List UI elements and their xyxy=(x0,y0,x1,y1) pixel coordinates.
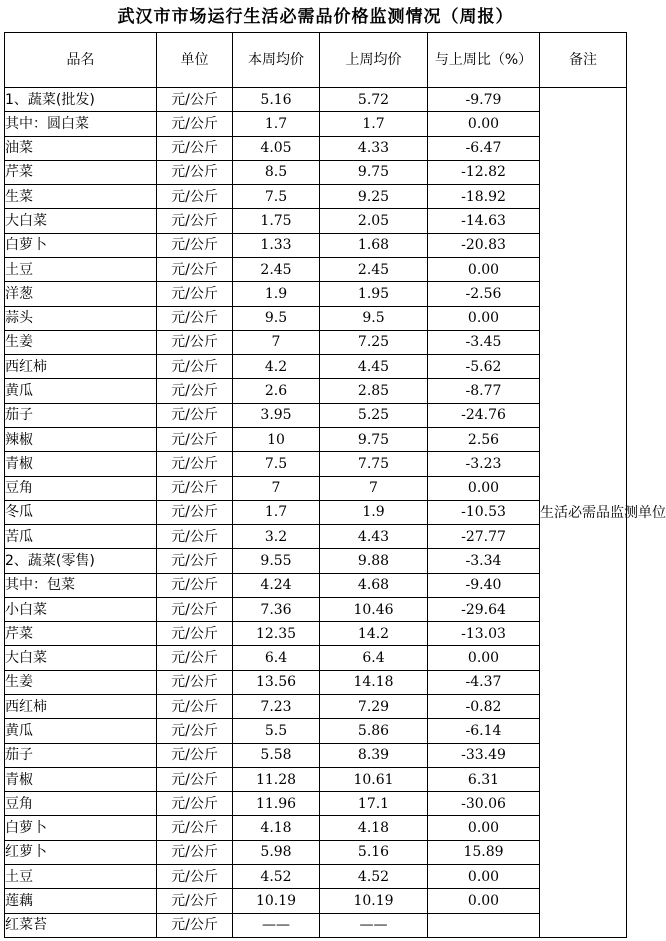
row-name-cell: 西红柿 xyxy=(5,695,157,719)
row-this-week-cell: 4.52 xyxy=(233,865,320,889)
row-change-cell: 0.00 xyxy=(428,112,540,136)
row-unit-cell: 元/公斤 xyxy=(157,646,233,670)
row-change-cell: 0.00 xyxy=(428,889,540,913)
row-last-week-cell: 8.39 xyxy=(320,743,428,767)
row-unit-cell: 元/公斤 xyxy=(157,330,233,354)
row-change-cell: -3.23 xyxy=(428,452,540,476)
row-change-cell: -2.56 xyxy=(428,282,540,306)
row-change-cell: 2.56 xyxy=(428,427,540,451)
row-unit-cell: 元/公斤 xyxy=(157,549,233,573)
row-change-cell: -24.76 xyxy=(428,403,540,427)
table-row xyxy=(5,476,627,500)
row-last-week-cell: 14.18 xyxy=(320,670,428,694)
header-unit: 单位 xyxy=(157,33,233,88)
row-name-cell: 小白菜 xyxy=(5,597,157,621)
table-row xyxy=(5,695,627,719)
row-last-week-cell: 17.1 xyxy=(320,792,428,816)
row-unit-cell: 元/公斤 xyxy=(157,622,233,646)
row-unit-cell: 元/公斤 xyxy=(157,403,233,427)
row-change-cell: -4.37 xyxy=(428,670,540,694)
row-this-week-cell: 1.33 xyxy=(233,233,320,257)
row-change-cell: -18.92 xyxy=(428,185,540,209)
row-last-week-cell: 10.61 xyxy=(320,767,428,791)
row-last-week-cell: 4.52 xyxy=(320,865,428,889)
row-name-cell: 芹菜 xyxy=(5,160,157,184)
row-this-week-cell: 5.5 xyxy=(233,719,320,743)
row-this-week-cell: 1.7 xyxy=(233,500,320,524)
row-this-week-cell: 7.36 xyxy=(233,597,320,621)
table-row xyxy=(5,136,627,160)
row-unit-cell: 元/公斤 xyxy=(157,719,233,743)
row-unit-cell: 元/公斤 xyxy=(157,500,233,524)
row-unit-cell: 元/公斤 xyxy=(157,525,233,549)
row-name-cell: 西红柿 xyxy=(5,355,157,379)
row-this-week-cell: 8.5 xyxy=(233,160,320,184)
table-row xyxy=(5,865,627,889)
row-last-week-cell: 9.88 xyxy=(320,549,428,573)
row-unit-cell: 元/公斤 xyxy=(157,136,233,160)
table-row xyxy=(5,209,627,233)
table-row xyxy=(5,257,627,281)
header-this-week: 本周均价 xyxy=(233,33,320,88)
table-row xyxy=(5,525,627,549)
row-change-cell: -0.82 xyxy=(428,695,540,719)
row-change-cell: 0.00 xyxy=(428,816,540,840)
row-change-cell: -10.53 xyxy=(428,500,540,524)
table-row xyxy=(5,379,627,403)
row-this-week-cell: 2.6 xyxy=(233,379,320,403)
row-change-cell: -6.14 xyxy=(428,719,540,743)
row-name-cell: 芹菜 xyxy=(5,622,157,646)
row-last-week-cell: 4.33 xyxy=(320,136,428,160)
row-change-cell: 6.31 xyxy=(428,767,540,791)
row-name-cell: 豆角 xyxy=(5,792,157,816)
table-row xyxy=(5,646,627,670)
table-row xyxy=(5,792,627,816)
row-this-week-cell: 9.55 xyxy=(233,549,320,573)
row-last-week-cell: 9.25 xyxy=(320,185,428,209)
row-name-cell: 青椒 xyxy=(5,767,157,791)
table-row xyxy=(5,112,627,136)
row-name-cell: 白萝卜 xyxy=(5,233,157,257)
row-unit-cell: 元/公斤 xyxy=(157,282,233,306)
row-this-week-cell: 3.2 xyxy=(233,525,320,549)
table-row xyxy=(5,330,627,354)
row-name-cell: 其中：包菜 xyxy=(5,573,157,597)
row-last-week-cell: 1.68 xyxy=(320,233,428,257)
row-change-cell: -3.34 xyxy=(428,549,540,573)
row-unit-cell: 元/公斤 xyxy=(157,792,233,816)
row-name-cell: 蒜头 xyxy=(5,306,157,330)
row-last-week-cell: 10.46 xyxy=(320,597,428,621)
row-last-week-cell: 1.7 xyxy=(320,112,428,136)
row-unit-cell: 元/公斤 xyxy=(157,427,233,451)
row-change-cell: 0.00 xyxy=(428,865,540,889)
row-name-cell: 土豆 xyxy=(5,865,157,889)
table-row xyxy=(5,913,627,937)
row-name-cell: 土豆 xyxy=(5,257,157,281)
table-row xyxy=(5,282,627,306)
row-change-cell: 0.00 xyxy=(428,306,540,330)
row-name-cell: 黄瓜 xyxy=(5,379,157,403)
row-last-week-cell: 5.72 xyxy=(320,88,428,112)
table-row xyxy=(5,452,627,476)
table-header-row xyxy=(5,33,627,88)
row-this-week-cell: 4.18 xyxy=(233,816,320,840)
table-row xyxy=(5,840,627,864)
row-name-cell: 青椒 xyxy=(5,452,157,476)
row-this-week-cell: 3.95 xyxy=(233,403,320,427)
row-last-week-cell: 5.16 xyxy=(320,840,428,864)
row-this-week-cell: 7.23 xyxy=(233,695,320,719)
row-unit-cell: 元/公斤 xyxy=(157,233,233,257)
row-this-week-cell: 13.56 xyxy=(233,670,320,694)
row-change-cell: -13.03 xyxy=(428,622,540,646)
row-last-week-cell: 2.85 xyxy=(320,379,428,403)
row-unit-cell: 元/公斤 xyxy=(157,379,233,403)
row-unit-cell: 元/公斤 xyxy=(157,476,233,500)
row-this-week-cell: 12.35 xyxy=(233,622,320,646)
row-name-cell: 莲藕 xyxy=(5,889,157,913)
row-unit-cell: 元/公斤 xyxy=(157,767,233,791)
row-unit-cell: 元/公斤 xyxy=(157,209,233,233)
row-unit-cell: 元/公斤 xyxy=(157,257,233,281)
row-last-week-cell: 5.86 xyxy=(320,719,428,743)
table-row xyxy=(5,889,627,913)
row-unit-cell: 元/公斤 xyxy=(157,160,233,184)
row-this-week-cell: 5.16 xyxy=(233,88,320,112)
row-change-cell: -3.45 xyxy=(428,330,540,354)
row-unit-cell: 元/公斤 xyxy=(157,185,233,209)
row-this-week-cell: 4.24 xyxy=(233,573,320,597)
row-this-week-cell: 4.2 xyxy=(233,355,320,379)
table-row xyxy=(5,549,627,573)
row-this-week-cell: 1.9 xyxy=(233,282,320,306)
table-row xyxy=(5,573,627,597)
row-last-week-cell: 9.75 xyxy=(320,427,428,451)
row-unit-cell: 元/公斤 xyxy=(157,597,233,621)
row-this-week-cell: —— xyxy=(233,913,320,937)
row-this-week-cell: 1.75 xyxy=(233,209,320,233)
table-row xyxy=(5,88,627,112)
row-change-cell: -12.82 xyxy=(428,160,540,184)
table-row xyxy=(5,306,627,330)
row-change-cell: -14.63 xyxy=(428,209,540,233)
row-change-cell: -5.62 xyxy=(428,355,540,379)
table-row xyxy=(5,160,627,184)
row-this-week-cell: 4.05 xyxy=(233,136,320,160)
row-unit-cell: 元/公斤 xyxy=(157,816,233,840)
row-name-cell: 茄子 xyxy=(5,403,157,427)
row-name-cell: 洋葱 xyxy=(5,282,157,306)
table-row xyxy=(5,767,627,791)
row-last-week-cell: 2.45 xyxy=(320,257,428,281)
row-this-week-cell: 7.5 xyxy=(233,185,320,209)
row-this-week-cell: 5.98 xyxy=(233,840,320,864)
row-change-cell: 0.00 xyxy=(428,646,540,670)
row-last-week-cell: 4.43 xyxy=(320,525,428,549)
row-change-cell: -33.49 xyxy=(428,743,540,767)
row-this-week-cell: 7 xyxy=(233,476,320,500)
row-name-cell: 油菜 xyxy=(5,136,157,160)
header-change: 与上周比（%） xyxy=(428,33,540,88)
table-row xyxy=(5,185,627,209)
row-last-week-cell: 7 xyxy=(320,476,428,500)
row-this-week-cell: 10.19 xyxy=(233,889,320,913)
row-last-week-cell: 14.2 xyxy=(320,622,428,646)
row-change-cell: 15.89 xyxy=(428,840,540,864)
row-name-cell: 黄瓜 xyxy=(5,719,157,743)
row-last-week-cell: 4.18 xyxy=(320,816,428,840)
table-row xyxy=(5,622,627,646)
table-row xyxy=(5,670,627,694)
row-this-week-cell: 11.28 xyxy=(233,767,320,791)
row-change-cell: 0.00 xyxy=(428,476,540,500)
row-last-week-cell: 7.75 xyxy=(320,452,428,476)
table-body xyxy=(5,88,666,938)
row-this-week-cell: 9.5 xyxy=(233,306,320,330)
row-unit-cell: 元/公斤 xyxy=(157,88,233,112)
row-unit-cell: 元/公斤 xyxy=(157,670,233,694)
row-this-week-cell: 11.96 xyxy=(233,792,320,816)
row-this-week-cell: 2.45 xyxy=(233,257,320,281)
row-unit-cell: 元/公斤 xyxy=(157,112,233,136)
row-change-cell: -6.47 xyxy=(428,136,540,160)
table-row xyxy=(5,233,627,257)
row-change-cell: -27.77 xyxy=(428,525,540,549)
row-last-week-cell: 1.9 xyxy=(320,500,428,524)
table-row xyxy=(5,500,627,524)
row-name-cell: 生菜 xyxy=(5,185,157,209)
row-last-week-cell: 10.19 xyxy=(320,889,428,913)
row-name-cell: 冬瓜 xyxy=(5,500,157,524)
row-unit-cell: 元/公斤 xyxy=(157,743,233,767)
row-last-week-cell: 6.4 xyxy=(320,646,428,670)
table-row xyxy=(5,719,627,743)
row-change-cell: -9.79 xyxy=(428,88,540,112)
row-name-cell: 苦瓜 xyxy=(5,525,157,549)
header-name: 品名 xyxy=(5,33,157,88)
row-last-week-cell: 4.68 xyxy=(320,573,428,597)
row-name-cell: 白萝卜 xyxy=(5,816,157,840)
table-row xyxy=(5,427,627,451)
row-name-cell: 大白菜 xyxy=(5,646,157,670)
row-name-cell: 1、蔬菜(批发) xyxy=(5,88,157,112)
row-last-week-cell: —— xyxy=(320,913,428,937)
row-unit-cell: 元/公斤 xyxy=(157,913,233,937)
row-change-cell: -30.06 xyxy=(428,792,540,816)
row-this-week-cell: 6.4 xyxy=(233,646,320,670)
note-cell: 生活必需品监测单位 xyxy=(540,88,627,938)
row-name-cell: 茄子 xyxy=(5,743,157,767)
row-name-cell: 其中：圆白菜 xyxy=(5,112,157,136)
row-unit-cell: 元/公斤 xyxy=(157,865,233,889)
row-this-week-cell: 5.58 xyxy=(233,743,320,767)
table-row xyxy=(5,743,627,767)
row-last-week-cell: 7.29 xyxy=(320,695,428,719)
row-name-cell: 红菜苔 xyxy=(5,913,157,937)
header-last-week: 上周均价 xyxy=(320,33,428,88)
row-unit-cell: 元/公斤 xyxy=(157,452,233,476)
row-name-cell: 生姜 xyxy=(5,330,157,354)
row-last-week-cell: 9.5 xyxy=(320,306,428,330)
row-name-cell: 红萝卜 xyxy=(5,840,157,864)
row-unit-cell: 元/公斤 xyxy=(157,306,233,330)
row-last-week-cell: 9.75 xyxy=(320,160,428,184)
row-change-cell: -29.64 xyxy=(428,597,540,621)
row-last-week-cell: 4.45 xyxy=(320,355,428,379)
row-change-cell: -9.40 xyxy=(428,573,540,597)
row-unit-cell: 元/公斤 xyxy=(157,889,233,913)
row-this-week-cell: 10 xyxy=(233,427,320,451)
row-unit-cell: 元/公斤 xyxy=(157,573,233,597)
price-table xyxy=(4,32,666,938)
row-unit-cell: 元/公斤 xyxy=(157,840,233,864)
table-row xyxy=(5,355,627,379)
row-change-cell: -20.83 xyxy=(428,233,540,257)
table-row xyxy=(5,597,627,621)
table-row xyxy=(5,403,627,427)
row-last-week-cell: 7.25 xyxy=(320,330,428,354)
header-note: 备注 xyxy=(540,33,627,88)
row-change-cell: 0.00 xyxy=(428,257,540,281)
row-change-cell xyxy=(428,913,540,937)
row-this-week-cell: 1.7 xyxy=(233,112,320,136)
row-name-cell: 辣椒 xyxy=(5,427,157,451)
row-last-week-cell: 2.05 xyxy=(320,209,428,233)
row-name-cell: 大白菜 xyxy=(5,209,157,233)
row-last-week-cell: 1.95 xyxy=(320,282,428,306)
row-unit-cell: 元/公斤 xyxy=(157,695,233,719)
row-unit-cell: 元/公斤 xyxy=(157,355,233,379)
row-name-cell: 2、蔬菜(零售) xyxy=(5,549,157,573)
row-this-week-cell: 7 xyxy=(233,330,320,354)
row-name-cell: 生姜 xyxy=(5,670,157,694)
row-last-week-cell: 5.25 xyxy=(320,403,428,427)
table-row xyxy=(5,816,627,840)
row-change-cell: -8.77 xyxy=(428,379,540,403)
page-title: 武汉市市场运行生活必需品价格监测情况（周报） xyxy=(117,7,514,27)
row-name-cell: 豆角 xyxy=(5,476,157,500)
row-this-week-cell: 7.5 xyxy=(233,452,320,476)
